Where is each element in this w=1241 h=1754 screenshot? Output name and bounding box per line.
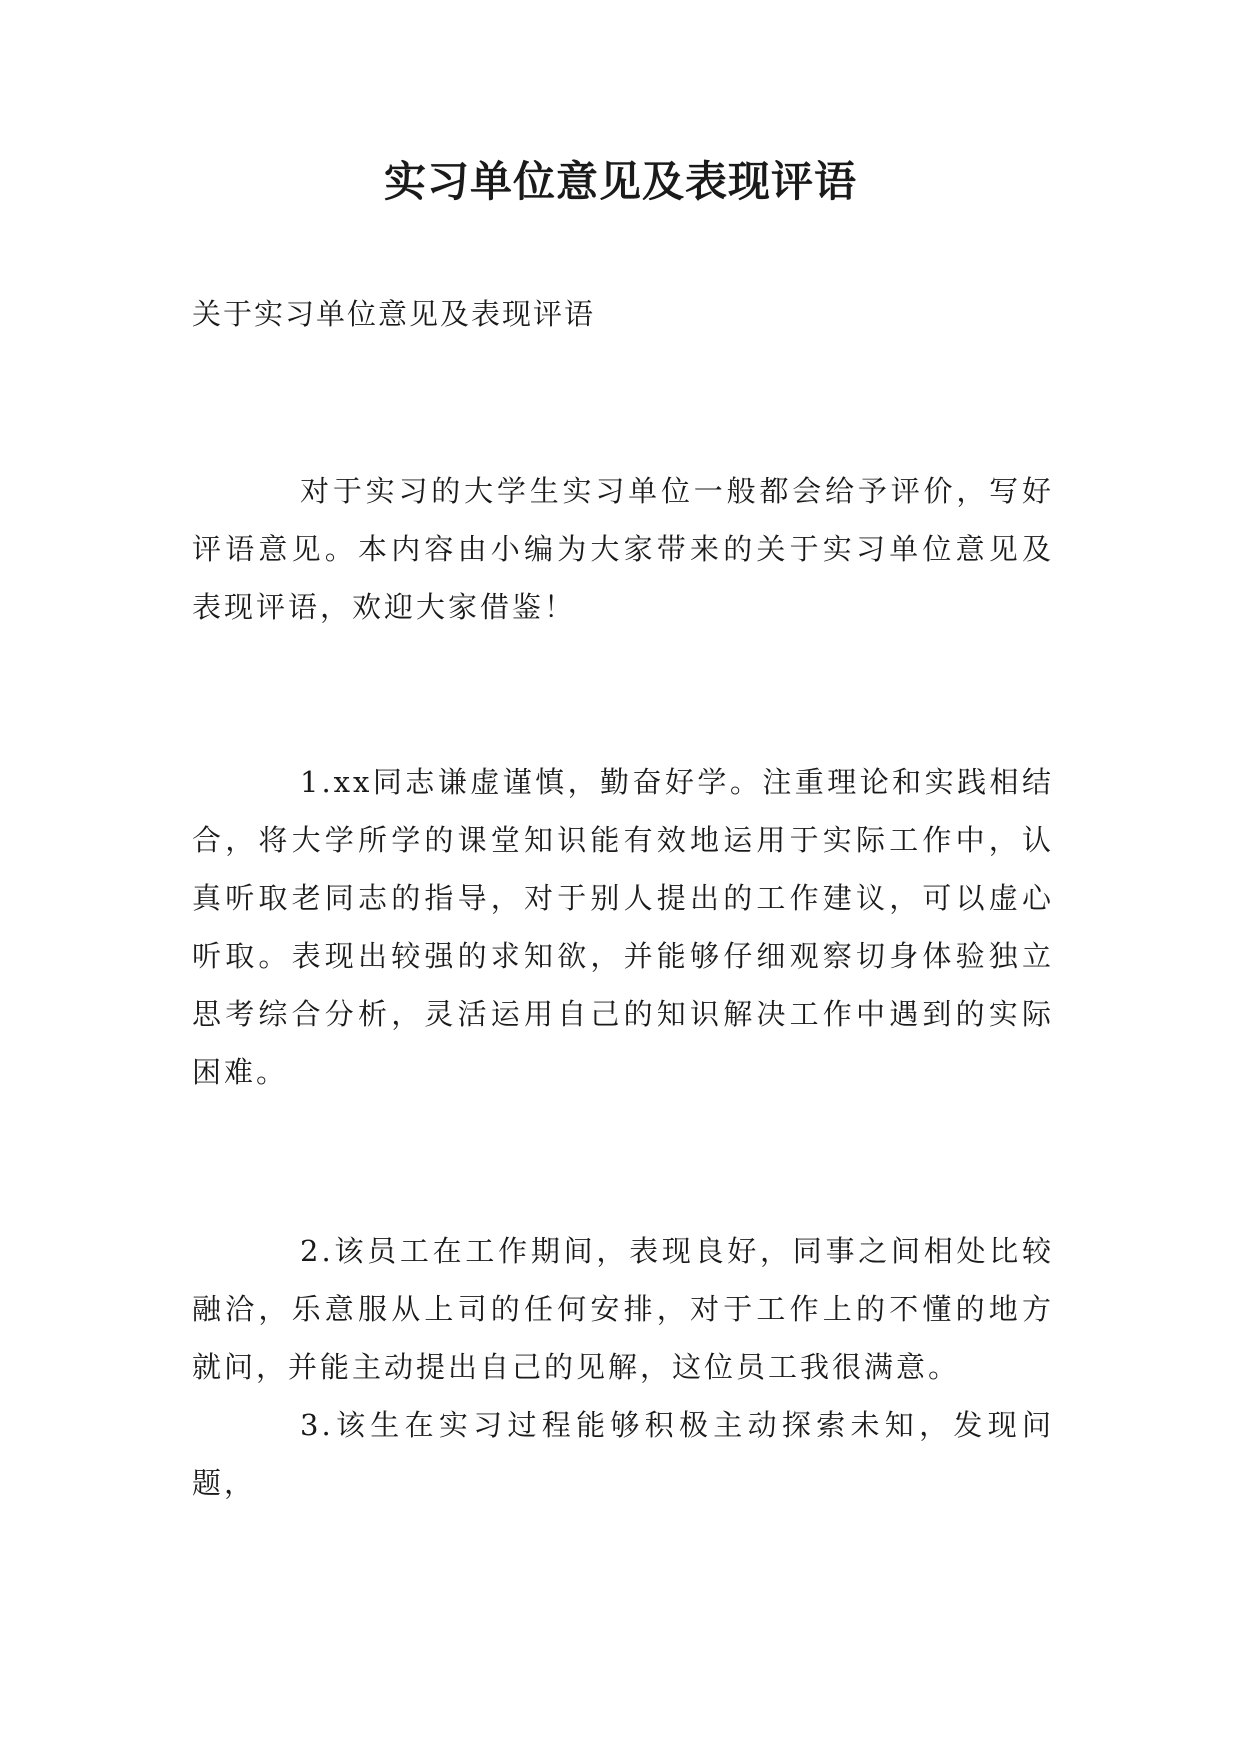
document-title: 实习单位意见及表现评语 <box>383 157 857 206</box>
comment-paragraph-2: 2.该员工在工作期间，表现良好，同事之间相处比较融洽，乐意服从上司的任何安排，对于工作上的不懂的地方就问，并能主动提出自己的见解，这位员工我很满意。 <box>192 1234 1054 1384</box>
comment-paragraph-3: 3.该生在实习过程能够积极主动探索未知，发现问题， <box>192 1408 1054 1500</box>
comment-paragraph-1: 1.xx同志谦虚谨慎，勤奋好学。注重理论和实践相结合，将大学所学的课堂知识能有效地运用于实际工作中，认真听取老同志的指导，对于别人提出的工作建议，可以虚心听取。表现出较强的求知欲，并能够仔细观察切身体验独立思考综合分析，灵活运用自己的知识解决工作中遇到的实际困难。 <box>192 765 1054 1089</box>
document-subtitle: 关于实习单位意见及表现评语 <box>192 297 596 331</box>
intro-paragraph: 对于实习的大学生实习单位一般都会给予评价，写好评语意见。本内容由小编为大家带来的关于实习单位意见及表现评语，欢迎大家借鉴！ <box>192 474 1054 624</box>
